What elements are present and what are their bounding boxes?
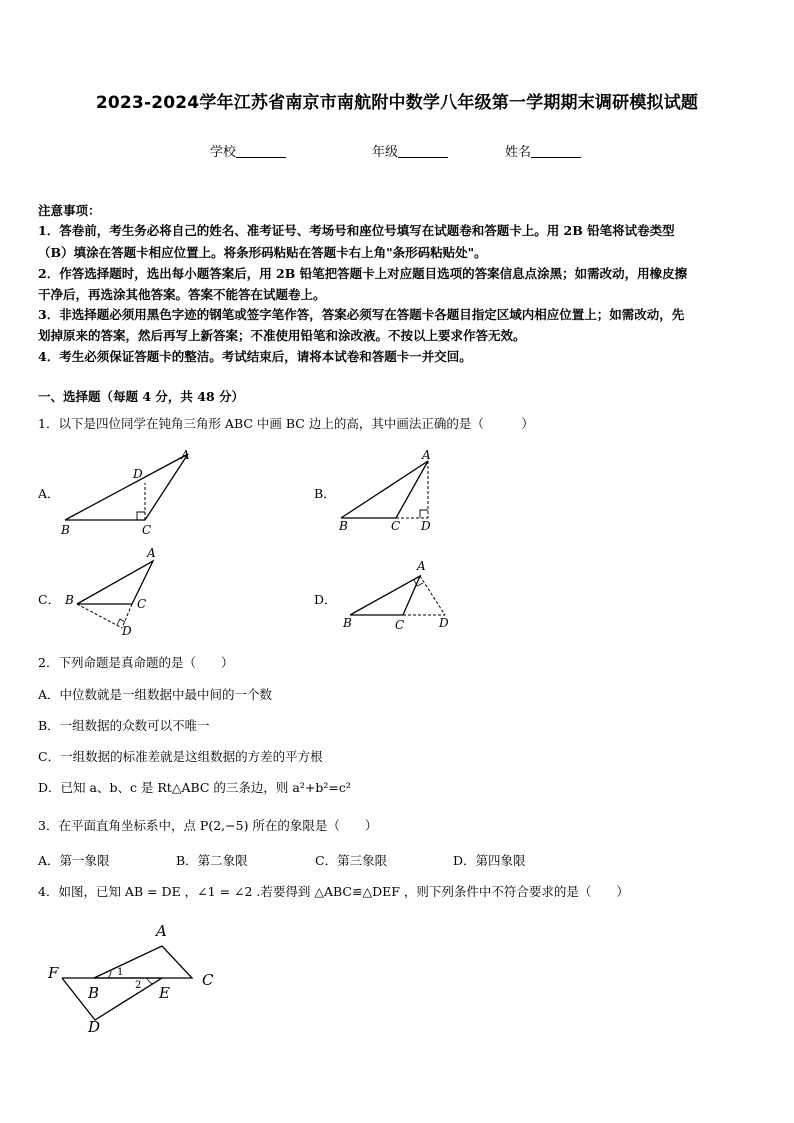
notice-line-6: 划掉原来的答案，然后再写上新答案；不准使用铅笔和涂改液。不按以上要求作答无效。 [38,328,526,343]
q4-label-c: C [202,971,214,989]
notice-heading: 注意事项： [38,203,101,218]
name-blank [531,145,581,158]
q1-option-a-label: A． [38,486,60,501]
q1d-label-c: C [395,618,405,632]
name-field [505,141,581,160]
q1b-label-c: C [391,519,401,533]
school-field [210,141,286,160]
q1d-label-d: D [439,616,449,630]
q1b-label-d: D [421,519,431,533]
q1a-label-d: D [133,467,143,481]
q3-option-c: C．第三象限 [315,853,388,868]
q4-label-a: A [156,922,167,940]
q1-figure-d [340,556,460,636]
notice-line-5: 3．非选择题必须用黑色字迹的钢笔或签字笔作答，答案必须写在答题卡各题目指定区域内相应位置上；如需改动，先 [38,307,685,322]
q2-option-c: C．一组数据的标准差就是这组数据的方差的平方根 [38,749,323,764]
q1-figure-c [62,546,172,642]
q1-figure-a [60,446,200,538]
q1a-label-c: C [142,523,152,537]
q1a-label-b: B [61,523,70,537]
q3-text: 3．在平面直角坐标系中，点 P(2,−5) 所在的象限是（ ） [38,818,378,833]
page-title: 2023-2024学年江苏省南京市南航附中数学八年级第一学期期末调研模拟试题 [95,93,699,113]
notice-line-1: 1．答卷前，考生务必将自己的姓名、准考证号、考场号和座位号填写在试题卷和答题卡上。用 2B 铅笔将试卷类型 [38,223,675,238]
q4-angle-2-label: 2 [135,980,142,991]
q3-option-d: D．第四象限 [453,853,526,868]
q1-figure-b [336,446,446,538]
q2-option-b: B．一组数据的众数可以不唯一 [38,718,210,733]
q1b-label-a: A [422,448,431,462]
q1-option-b-label: B． [314,486,336,501]
notice-line-4: 干净后，再选涂其他答案。答案不能答在试题卷上。 [38,287,326,302]
q4-text: 4．如图，已知 AB = DE ，∠1 = ∠2 .若要得到 △ABC≌△DEF ，则下列条件中不符合要求的是（ ） [38,884,629,899]
q1a-label-a: A [181,448,190,462]
q1b-label-b: B [339,519,348,533]
grade-label: 年级 [372,145,399,160]
q1-option-c-label: C． [38,592,61,607]
name-label: 姓名 [505,145,532,160]
q4-label-d: D [88,1018,101,1036]
q4-label-e: E [159,984,170,1002]
q4-label-b: B [88,984,100,1002]
q3-option-a: A．第一象限 [38,853,110,868]
grade-blank [398,145,448,158]
q3-option-b: B．第二象限 [176,853,248,868]
q4-label-f: F [48,964,59,982]
q1c-label-b: B [65,593,74,607]
q1d-label-a: A [417,559,426,573]
q1-option-d-label: D． [314,592,337,607]
q1c-label-d: D [122,624,132,638]
q4-angle-1-label: 1 [117,967,124,978]
section-heading: 一、选择题（每题 4 分，共 48 分） [38,389,245,404]
q1d-label-b: B [343,616,352,630]
q1c-label-a: A [147,546,156,560]
q1-text: 1．以下是四位同学在钝角三角形 ABC 中画 BC 边上的高，其中画法正确的是（ ） [38,416,534,431]
school-label: 学校 [210,145,237,160]
q2-text: 2．下列命题是真命题的是（ ） [38,655,234,670]
school-blank [236,145,286,158]
notice-line-7: 4．考生必须保证答题卡的整洁。考试结束后，请将本试卷和答题卡一并交回。 [38,349,472,364]
notice-line-3: 2．作答选择题时，选出每小题答案后，用 2B 铅笔把答题卡上对应题目选项的答案信息点涂黑；如需改动，用橡皮擦 [38,266,688,281]
q2-option-d: D．已知 a、b、c 是 Rt△ABC 的三条边，则 a²+b²=c² [38,780,351,795]
q2-option-a: A．中位数就是一组数据中最中间的一个数 [38,687,273,702]
q1c-label-c: C [137,597,147,611]
notice-line-2: （B）填涂在答题卡相应位置上。将条形码粘贴在答题卡右上角"条形码粘贴处"。 [38,245,487,260]
q4-figure [40,918,230,1040]
grade-field [372,141,448,160]
